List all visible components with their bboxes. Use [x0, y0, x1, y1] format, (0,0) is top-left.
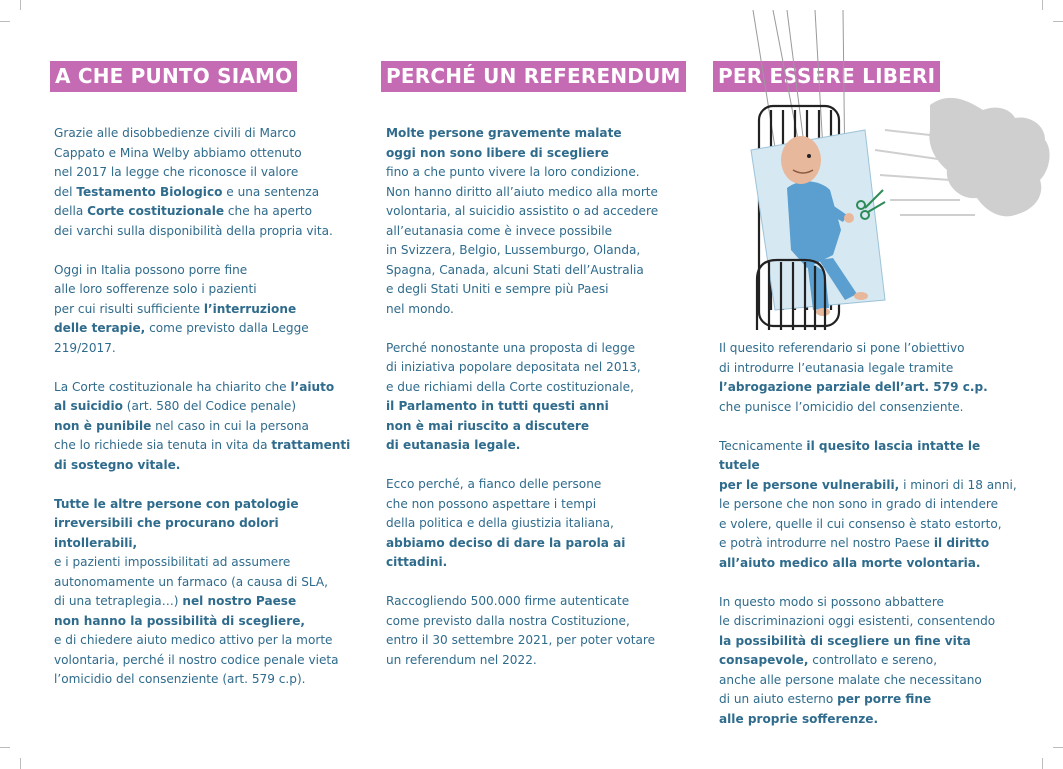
crop-mark-bottom-left-h	[0, 747, 10, 748]
heading-per-essere-liberi: PER ESSERE LIBERI	[713, 61, 940, 92]
text-run: che punisce l’omicidio del consenziente.	[719, 399, 964, 414]
text-run: Raccogliendo 500.000 firme autenticate come previsto dalla nostra Costituzione, entro il 30 settembre 2021, per poter votare un referendum nel 2022.	[386, 594, 656, 667]
column-3-body	[719, 339, 1019, 729]
text-run: In questo modo si possono abbattere le discriminazioni oggi esistenti, consentendo	[719, 594, 996, 628]
text-run: Perché nonostante una proposta di legge di iniziativa popolare depositata nel 2013, e due richiami della Corte costituzionale,	[386, 340, 641, 394]
bold-text-run: l’abrogazione parziale dell’art. 579 c.p.	[719, 380, 988, 394]
bold-text-run: l’aiuto al suicidio	[54, 379, 335, 413]
column-1-body	[54, 124, 359, 690]
bold-text-run: il Parlamento in tutti questi anni non è mai riuscito a discutere di eutanasia legale.	[386, 399, 609, 452]
text-run: Ecco perché, a fianco delle persone che non possono aspettare i tempi della politica e della giustizia italiana,	[386, 477, 614, 530]
text-run: e i pazienti impossibilitati ad assumere autonomamente un farmaco (a causa di SLA, di una tetraplegia…)	[54, 555, 329, 608]
crop-mark-top-left-h	[0, 21, 10, 22]
crop-mark-bottom-right-v	[1042, 758, 1043, 769]
bold-text-run: il diritto all’aiuto medico alla morte volontaria.	[719, 536, 990, 570]
bold-text-run: trattamenti di sostegno vitale.	[54, 438, 351, 472]
paragraph	[386, 339, 686, 456]
bold-text-run: il quesito lascia intatte le tutele per le persone vulnerabili,	[719, 438, 981, 492]
shadow-hand-icon	[929, 98, 1049, 216]
text-run: nel caso in cui la persona che lo richiede sia tenuta in vita da	[54, 418, 309, 452]
paragraph	[386, 592, 686, 670]
text-run: La Corte costituzionale ha chiarito che	[54, 379, 291, 394]
bold-text-run: abbiamo deciso di dare la parola ai cittadini.	[386, 535, 626, 569]
paragraph	[54, 261, 359, 359]
text-run: come previsto dalla Legge 219/2017.	[54, 321, 309, 355]
heading-a-che-punto-siamo: A CHE PUNTO SIAMO	[50, 61, 297, 92]
heading-perche-un-referendum: PERCHÉ UN REFERENDUM	[381, 61, 686, 92]
bold-text-run: la possibilità di scegliere un fine vita consapevole,	[719, 633, 971, 667]
text-run: fino a che punto vivere la loro condizione. Non hanno diritto all’aiuto medico alla morte volontaria, al suicidio assistito o ad accedere all’eutanasia come è invece possibile in Svizzera, Belgio, Lussemburgo, Olanda, Spagna, Canada, alcuni Stati dell’Australia e degli Stati Uniti e sempre più Paesi nel mondo.	[386, 165, 659, 316]
crop-mark-bottom-right-h	[1053, 747, 1063, 748]
paragraph	[719, 339, 1019, 417]
bold-text-run: non sono libere di scegliere	[419, 145, 609, 160]
paragraph	[54, 124, 359, 241]
bold-text-run: nel nostro Paese non hanno la possibilità di scegliere,	[54, 594, 306, 628]
text-run: Il quesito referendario si pone l’obiettivo di introdurre l’eutanasia legale tramite	[719, 341, 965, 375]
bold-text-run: Molte persone gravemente malate oggi	[386, 126, 622, 160]
paragraph	[719, 437, 1019, 574]
text-run: i minori di 18 anni, le persone che non sono in grado di intendere e volere, quelle il cui consenso è stato estorto, e potrà introdurre nel nostro Paese	[719, 477, 1017, 550]
text-run: (art. 580 del Codice penale)	[126, 399, 297, 413]
paragraph	[54, 495, 359, 690]
paragraph	[386, 124, 686, 319]
crop-mark-bottom-left-v	[20, 758, 21, 769]
patient-in-bed-puppet-illustration	[715, 10, 1060, 335]
bold-text-run: Corte costituzionale	[87, 204, 225, 218]
crop-mark-top-left-v	[20, 0, 21, 10]
bold-text-run: per porre fine alle proprie sofferenze.	[719, 692, 932, 726]
text-run: Tecnicamente	[719, 438, 807, 453]
text-run: che ha aperto dei varchi sulla disponibilità della propria vita.	[54, 204, 333, 238]
bold-text-run: Testamento Biologico	[76, 184, 223, 199]
bold-text-run: Tutte le altre persone con patologie irreversibili che procurano dolori intollerabili,	[54, 496, 299, 550]
bold-text-run: non è punibile	[54, 418, 152, 433]
text-run: Grazie alle disobbedienze civili di Marco Cappato e Mina Welby abbiamo ottenuto nel 2017 la legge che riconosce il valore del	[54, 126, 302, 199]
text-run: Oggi in Italia possono porre fine alle loro sofferenze solo i pazienti per cui risulti sufficiente	[54, 262, 257, 316]
column-2-body	[386, 124, 686, 670]
paragraph	[386, 475, 686, 573]
text-run: e una sentenza della	[54, 184, 320, 218]
paragraph	[54, 378, 359, 476]
text-run: controllato e sereno, anche alle persone malate che necessitano di un aiuto esterno	[719, 653, 982, 706]
crop-mark-top-right-v	[1042, 0, 1043, 10]
paragraph	[719, 593, 1019, 730]
text-run: e di chiedere aiuto medico attivo per la morte volontaria, perché il nostro codice penale vieta l’omicidio del consenziente (art. 579 c.p).	[54, 633, 339, 686]
bold-text-run: l’interruzione delle terapie,	[54, 301, 297, 335]
